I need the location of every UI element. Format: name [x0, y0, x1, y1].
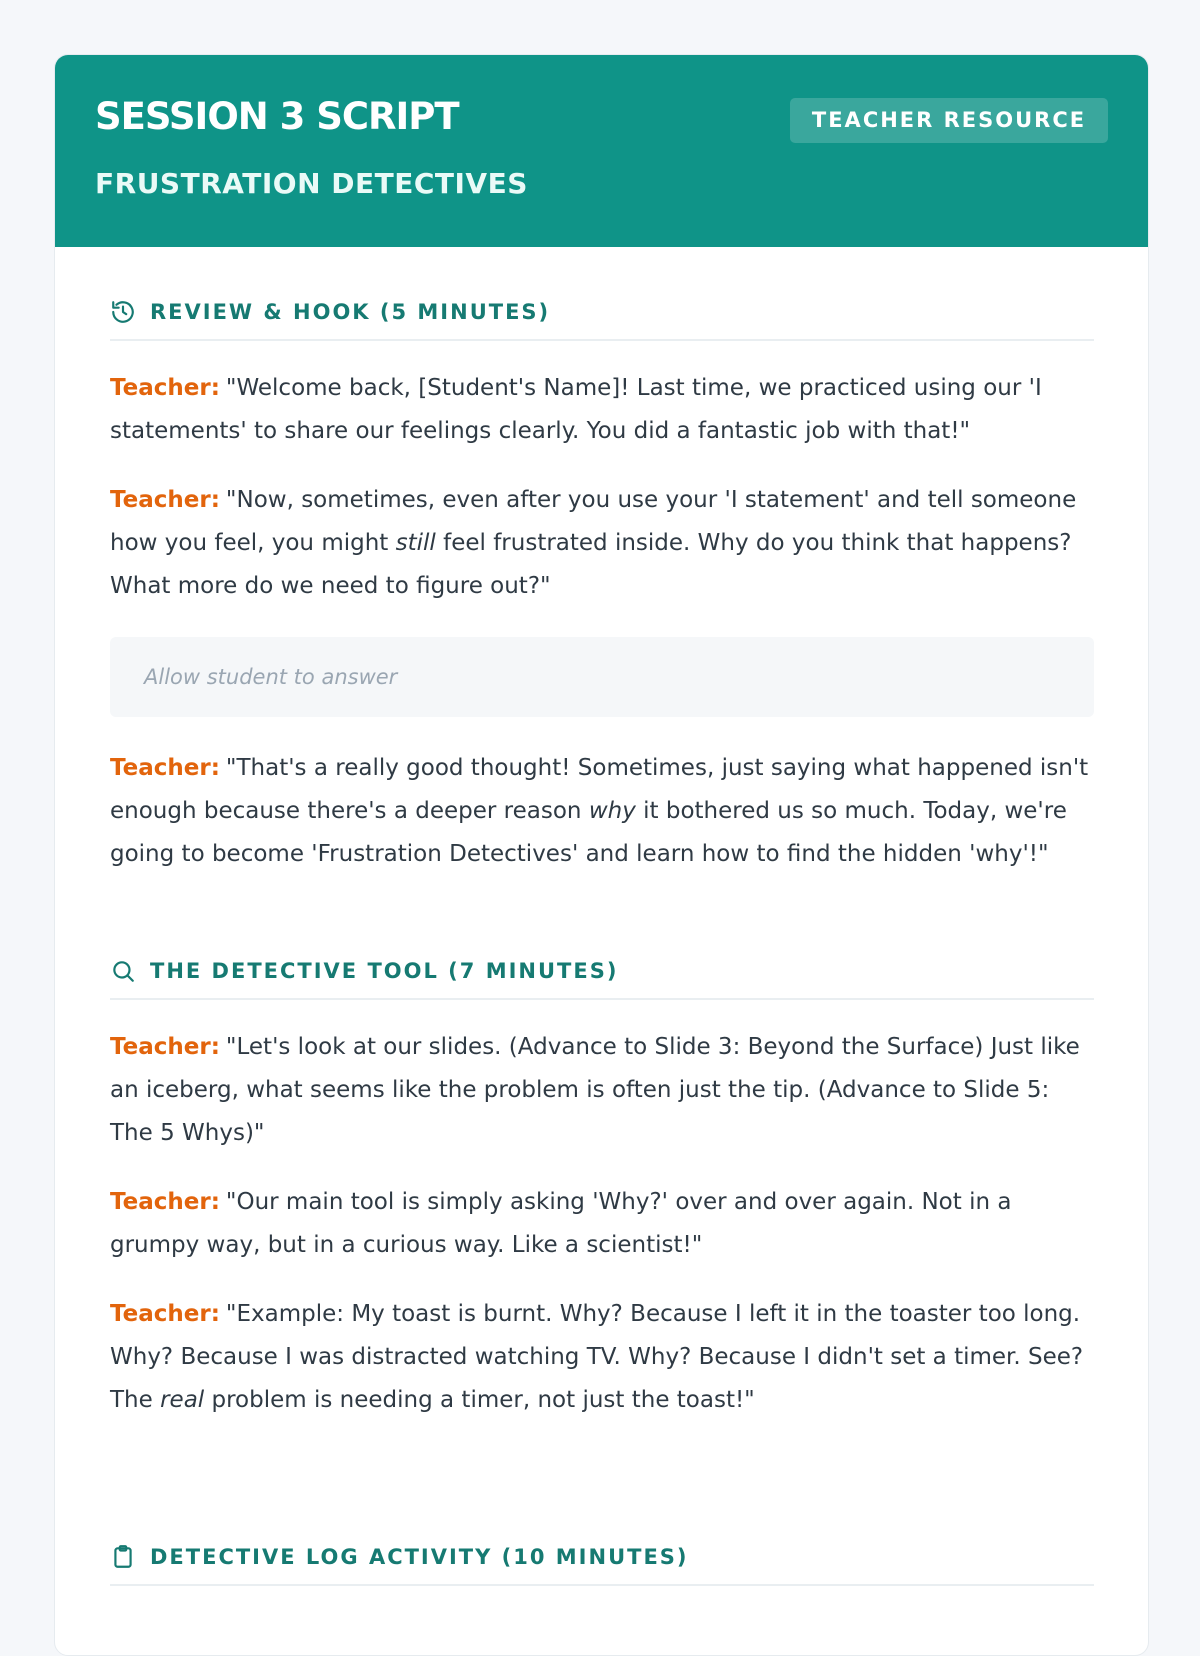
emphasis-text: real	[160, 1387, 205, 1413]
script-paragraph	[110, 747, 1094, 876]
emphasis-text: why	[588, 798, 636, 824]
paragraph-text: "Our main tool is simply asking 'Why?' over and over again. Not in a grumpy way, but in a curious way. Like a scientist!"	[110, 1189, 1012, 1258]
section-header-review-hook	[110, 299, 1094, 341]
script-paragraph	[110, 1293, 1094, 1422]
history-icon	[110, 299, 136, 325]
clipboard-icon	[110, 1544, 136, 1570]
section-title: REVIEW & HOOK (5 MINUTES)	[150, 300, 551, 324]
paragraph-text: it bothered us so much. Today, we're going to become 'Frustration Detectives' and learn how to find the hidden 'why'!"	[110, 798, 1067, 867]
speaker-label: Teacher:	[110, 487, 220, 513]
script-paragraph	[110, 1026, 1094, 1155]
paragraph-text: "Now, sometimes, even after you use your 'I statement' and tell someone how you feel, you might	[110, 487, 1077, 556]
speaker-label: Teacher:	[110, 1034, 220, 1060]
script-paragraph	[110, 1181, 1094, 1267]
section-title: DETECTIVE LOG ACTIVITY (10 MINUTES)	[150, 1545, 689, 1569]
script-header	[55, 55, 1148, 247]
script-paragraph	[110, 367, 1094, 453]
search-icon	[110, 958, 136, 984]
paragraph-text: feel frustrated inside. Why do you think that happens? What more do we need to figure out?"	[110, 530, 1072, 599]
section-header-detective-tool	[110, 958, 1094, 1000]
emphasis-text: still	[395, 530, 436, 556]
page-subtitle: FRUSTRATION DETECTIVES	[95, 167, 528, 200]
script-card	[54, 54, 1149, 1656]
speaker-label: Teacher:	[110, 755, 220, 781]
page-title: SESSION 3 SCRIPT	[95, 95, 459, 138]
paragraph-text: "Example: My toast is burnt. Why? Because I left it in the toaster too long. Why? Because I was distracted watching TV. Why? Because I didn't set a timer. See? The	[110, 1301, 1084, 1413]
paragraph-text: "Welcome back, [Student's Name]! Last time, we practiced using our 'I statements' to share our feelings clearly. You did a fantastic job with that!"	[110, 375, 1042, 444]
speaker-label: Teacher:	[110, 1189, 220, 1215]
paragraph-text: "That's a really good thought! Sometimes, just saying what happened isn't enough because there's a deeper reason	[110, 755, 1089, 824]
script-body	[55, 299, 1148, 1586]
paragraph-text: "Let's look at our slides. (Advance to Slide 3: Beyond the Surface) Just like an iceberg, what seems like the problem is often just the tip. (Advance to Slide 5: The 5 Whys)"	[110, 1034, 1080, 1146]
teacher-resource-badge: TEACHER RESOURCE	[790, 98, 1108, 143]
script-paragraph	[110, 479, 1094, 608]
section-title: THE DETECTIVE TOOL (7 MINUTES)	[150, 959, 619, 983]
speaker-label: Teacher:	[110, 375, 220, 401]
speaker-label: Teacher:	[110, 1301, 220, 1327]
paragraph-text: problem is needing a timer, not just the toast!"	[204, 1387, 755, 1413]
section-header-detective-log	[110, 1544, 1094, 1586]
instruction-note: Allow student to answer	[110, 637, 1094, 717]
